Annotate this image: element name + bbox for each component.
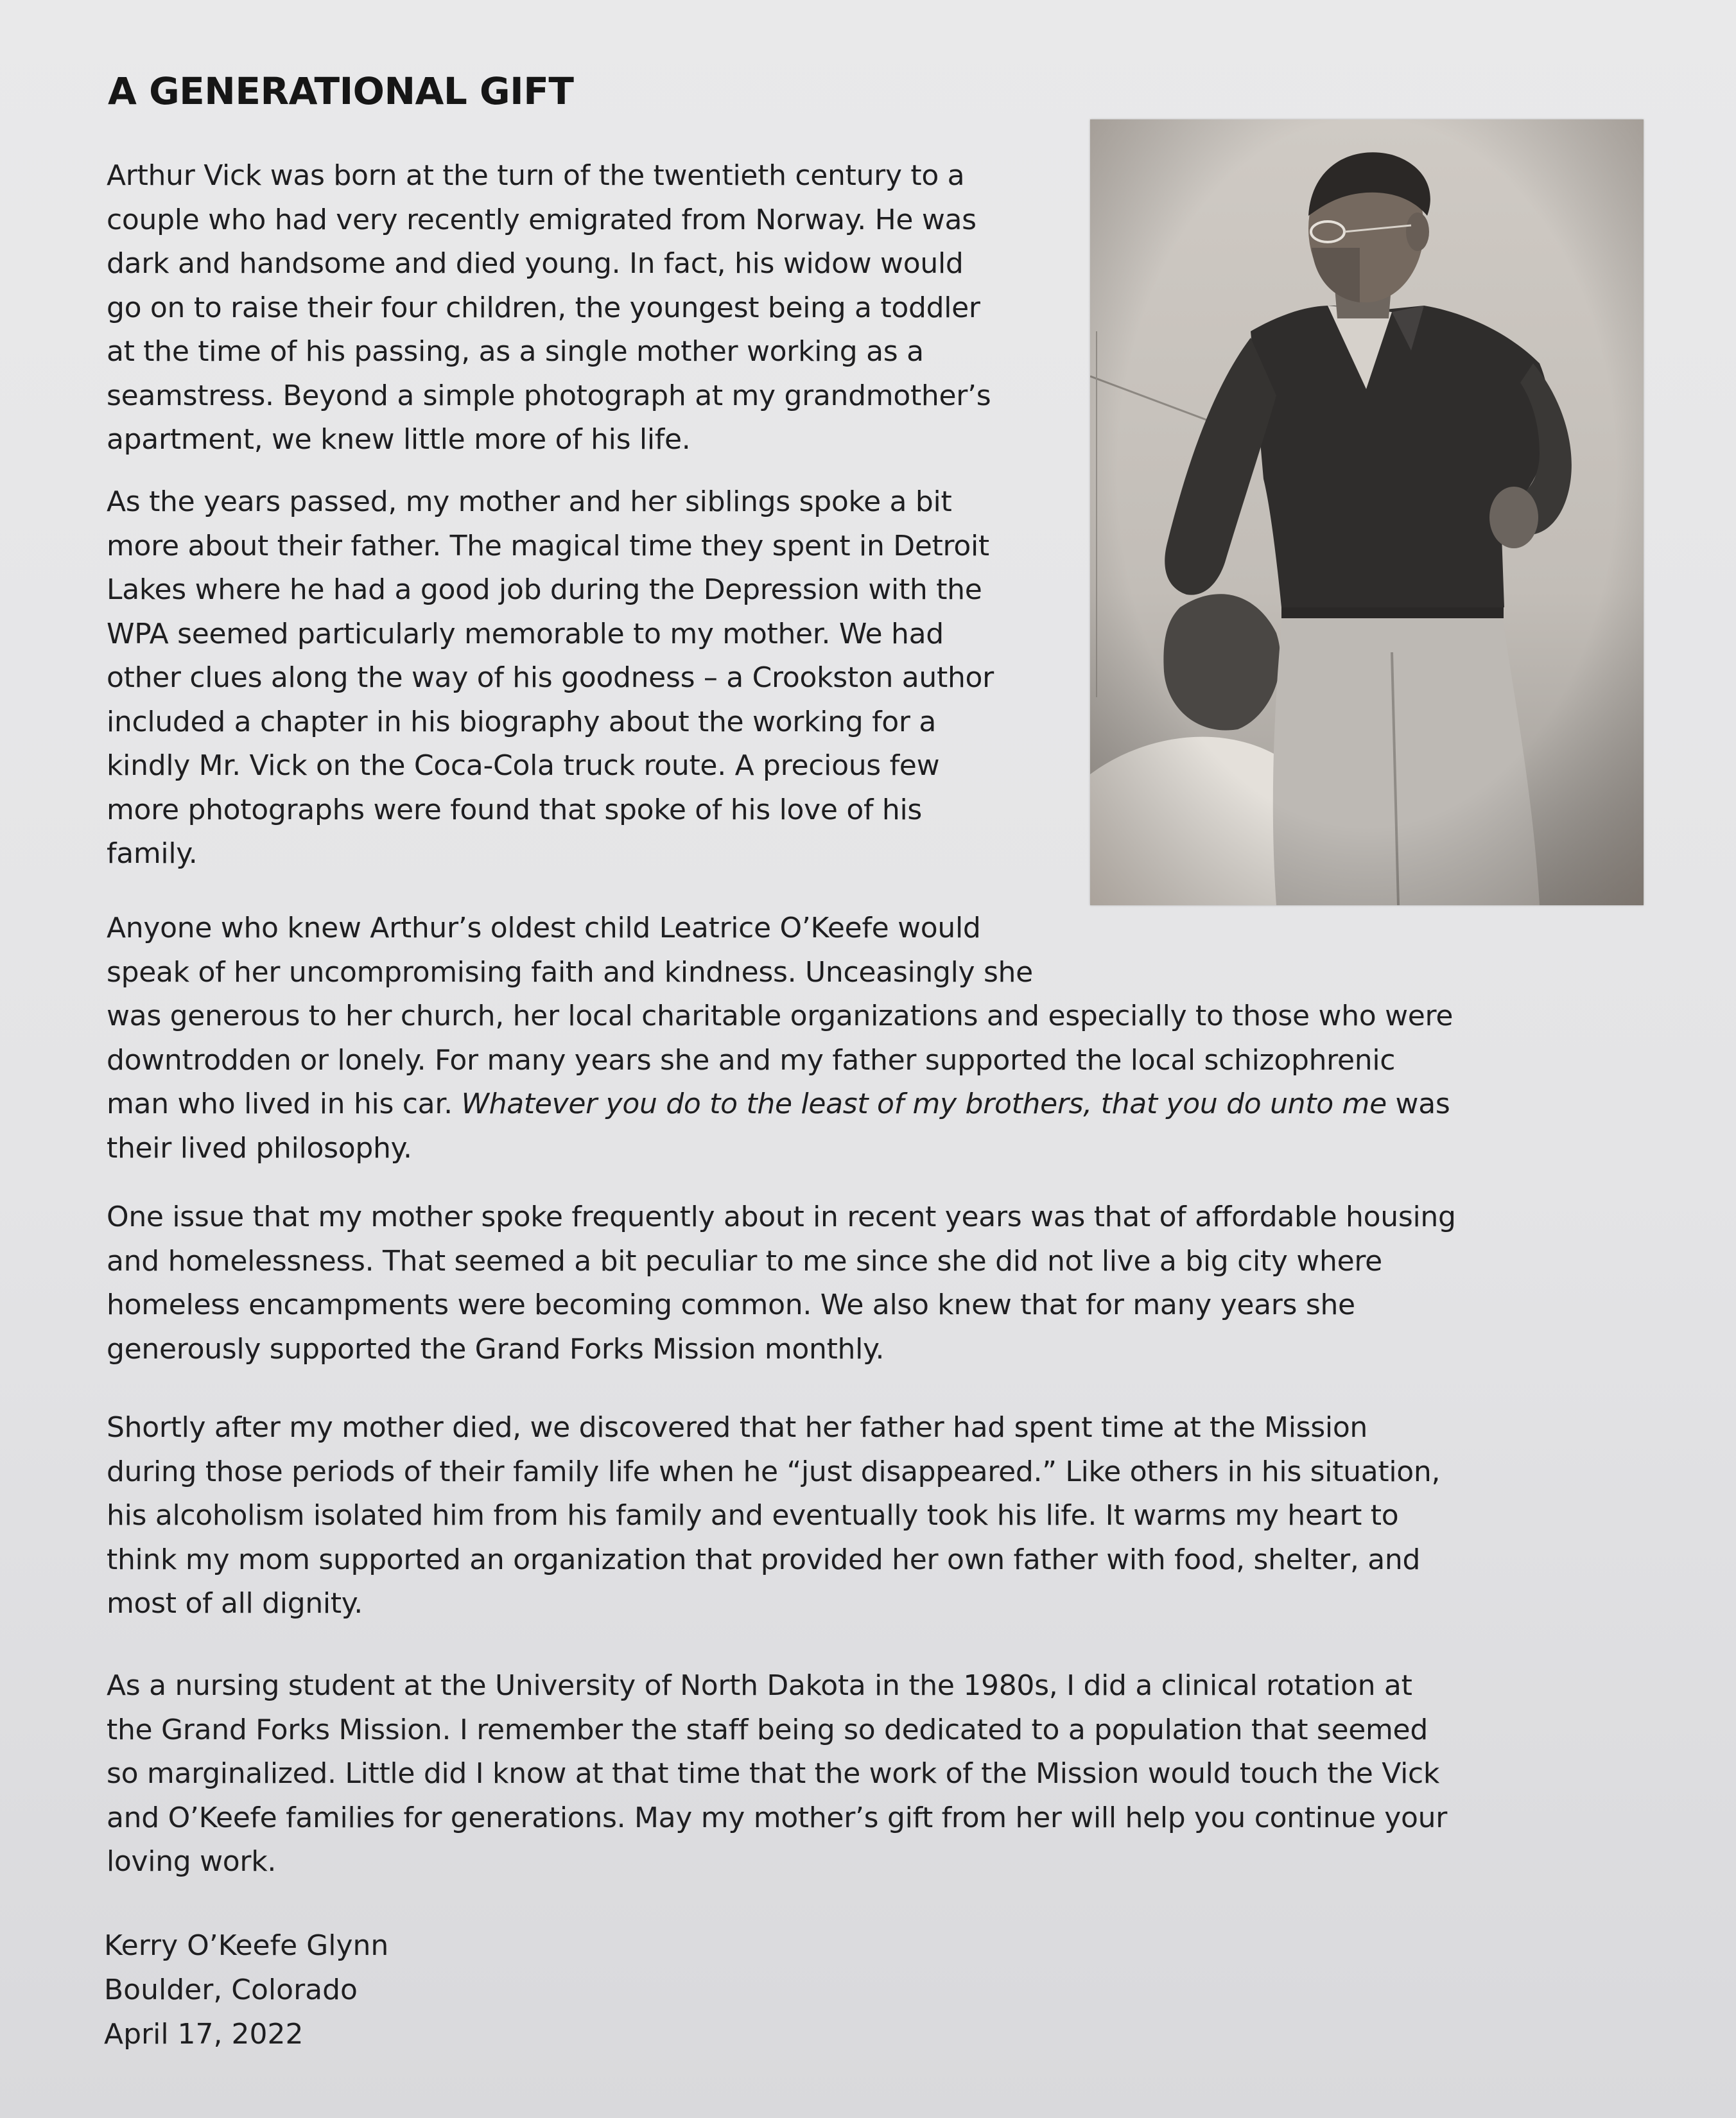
text-line: dark and handsome and died young. In fact, his widow would xyxy=(107,247,964,280)
line-suffix: was xyxy=(1386,1088,1450,1120)
text-line: One issue that my mother spoke frequently about in recent years was that of affordable housing xyxy=(107,1201,1456,1233)
italic-quote: Whatever you do to the least of my brothers, that you do unto me xyxy=(461,1088,1387,1120)
text-line: most of all dignity. xyxy=(107,1587,363,1620)
text-line: couple who had very recently emigrated from Norway. He was xyxy=(107,203,976,236)
text-line: go on to raise their four children, the youngest being a toddler xyxy=(107,291,980,324)
text-line: generously supported the Grand Forks Mission monthly. xyxy=(107,1332,885,1366)
text-line: included a chapter in his biography about the working for a xyxy=(107,705,937,738)
text-line: and homelessness. That seemed a bit peculiar to me since she did not live a big city where xyxy=(107,1244,1382,1278)
text-line: other clues along the way of his goodness – a Crookston author xyxy=(107,661,994,694)
text-line: the Grand Forks Mission. I remember the staff being so dedicated to a population that seemed xyxy=(107,1713,1428,1746)
paragraph-4 xyxy=(107,1195,1583,1371)
signature-name: Kerry O’Keefe Glynn xyxy=(104,1929,389,1962)
text-line: apartment, we knew little more of his life. xyxy=(107,423,691,456)
text-line: As a nursing student at the University of North Dakota in the 1980s, I did a clinical rotation at xyxy=(107,1669,1412,1702)
text-line: speak of her uncompromising faith and kindness. Unceasingly she xyxy=(107,955,1033,989)
text-line: their lived philosophy. xyxy=(107,1131,412,1165)
text-line: Shortly after my mother died, we discovered that her father had spent time at the Mission xyxy=(107,1411,1368,1444)
text-line: more photographs were found that spoke of his love of his xyxy=(107,793,922,826)
text-line: and O’Keefe families for generations. May my mother’s gift from her will help you continue your xyxy=(107,1801,1448,1834)
line-prefix: man who lived in his car. xyxy=(107,1088,462,1120)
text-line: Anyone who knew Arthur’s oldest child Leatrice O’Keefe would xyxy=(107,912,981,944)
text-line: think my mom supported an organization that provided her own father with food, shelter, and xyxy=(107,1543,1421,1576)
document-title: A GENERATIONAL GIFT xyxy=(108,69,574,113)
text-line: homeless encampments were becoming common. We also knew that for many years she xyxy=(107,1289,1355,1321)
paragraph-1 xyxy=(107,154,1095,462)
text-line: loving work. xyxy=(107,1845,277,1878)
text-line: so marginalized. Little did I know at that time that the work of the Mission would touch the Vick xyxy=(107,1757,1440,1790)
text-line: his alcoholism isolated him from his family and eventually took his life. It warms my heart to xyxy=(107,1499,1399,1532)
paragraph-6 xyxy=(107,1664,1583,1884)
signature-date: April 17, 2022 xyxy=(104,2018,304,2051)
text-line: more about their father. The magical time they spent in Detroit xyxy=(107,529,989,562)
text-line: Arthur Vick was born at the turn of the twentieth century to a xyxy=(107,159,965,192)
portrait-photo-icon xyxy=(1090,119,1644,905)
text-line: family. xyxy=(107,837,198,870)
text-line: WPA seemed particularly memorable to my mother. We had xyxy=(107,617,944,650)
text-line: downtrodden or lonely. For many years she and my father supported the local schizophrenic xyxy=(107,1043,1396,1077)
paragraph-3 xyxy=(107,907,1583,1170)
text-line: kindly Mr. Vick on the Coca-Cola truck route. A precious few xyxy=(107,749,940,782)
text-line-with-quote xyxy=(107,1082,1583,1127)
paragraph-2 xyxy=(107,480,1095,876)
text-line: As the years passed, my mother and her siblings spoke a bit xyxy=(107,485,952,518)
signature-location: Boulder, Colorado xyxy=(104,1974,358,2006)
text-line: at the time of his passing, as a single mother working as a xyxy=(107,335,924,368)
paragraph-5 xyxy=(107,1406,1583,1626)
signature-block xyxy=(104,1923,388,2056)
text-line: seamstress. Beyond a simple photograph at my grandmother’s xyxy=(107,379,991,412)
text-line: during those periods of their family life when he “just disappeared.” Like others in his situation, xyxy=(107,1455,1441,1488)
text-line: was generous to her church, her local charitable organizations and especially to those who were xyxy=(107,1000,1454,1032)
text-line: Lakes where he had a good job during the Depression with the xyxy=(107,573,982,606)
